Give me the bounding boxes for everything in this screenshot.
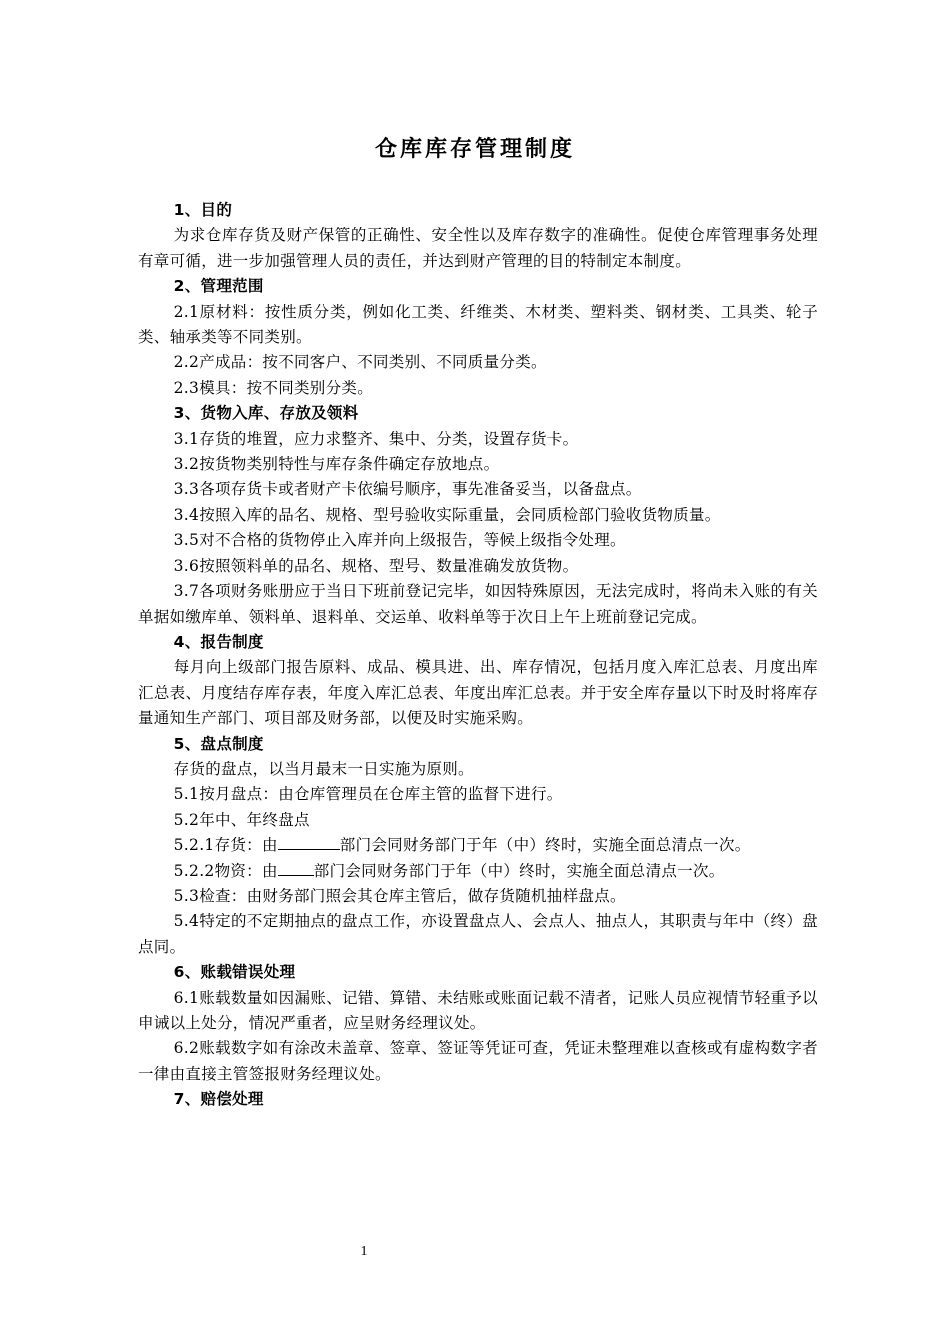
fill-in-blank — [278, 833, 340, 850]
text-run: 5.2.1存货：由 — [173, 836, 278, 855]
section-heading-ledger-errors: 6、账载错误处理 — [173, 963, 296, 982]
paragraph: 3.3各项存货卡或者财产卡依编号顺序，事先准备妥当，以备盘点。 — [173, 480, 642, 499]
section-heading-storage: 3、货物入库、存放及领料 — [173, 404, 359, 423]
paragraph: 3.2按货物类别特性与库存条件确定存放地点。 — [173, 455, 500, 474]
page-title: 仓库库存管理制度 — [374, 137, 575, 162]
section-heading-inventory-count: 5、盘点制度 — [173, 734, 264, 753]
paragraph: 3.4按照入库的品名、规格、型号验收实际重量，会同质检部门验收货物质量。 — [173, 505, 721, 524]
paragraph: 2.3模具：按不同类别分类。 — [173, 378, 373, 397]
paragraph: 3.5对不合格的货物停止入库并向上级报告，等候上级指令处理。 — [173, 531, 626, 550]
paragraph: 每月向上级部门报告原料、成品、模具进、出、库存情况，包括月度入库汇总表、月度出库汇总表、月度结存库存表，年度入库汇总表、年度出库汇总表。并于安全库存量以下时及时将库存量通知生产部门、项目部及财务部，以便及时实施采购。 — [138, 658, 818, 728]
paragraph: 6.2账载数字如有涂改未盖章、签章、签证等凭证可查，凭证未整理难以查核或有虚构数字者一律由直接主管签报财务经理议处。 — [138, 1039, 818, 1083]
paragraph: 3.6按照领料单的品名、规格、型号、数量准确发放货物。 — [173, 556, 579, 575]
document-body — [138, 198, 818, 1113]
text-run: 部门会同财务部门于年（中）终时，实施全面总清点一次。 — [339, 836, 751, 855]
text-run: 部门会同财务部门于年（中）终时，实施全面总清点一次。 — [313, 861, 725, 880]
section-heading-purpose: 1、目的 — [173, 201, 233, 219]
paragraph: 5.3检查：由财务部门照会其仓库主管后，做存货随机抽样盘点。 — [173, 886, 626, 905]
page-number: 1 — [360, 1244, 368, 1259]
paragraph: 6.1账载数量如因漏账、记错、算错、未结账或账面记载不清者，记账人员应视情节轻重予以申诫以上处分，情况严重者，应呈财务经理议处。 — [138, 988, 818, 1032]
paragraph: 存货的盘点，以当月最末一日实施为原则。 — [173, 759, 474, 778]
paragraph: 为求仓库存货及财产保管的正确性、安全性以及库存数字的准确性。促使仓库管理事务处理有章可循，进一步加强管理人员的责任，并达到财产管理的目的特制定本制度。 — [138, 226, 818, 270]
paragraph: 5.1按月盘点：由仓库管理员在仓库主管的监督下进行。 — [173, 785, 563, 804]
fill-in-blank — [278, 859, 314, 876]
section-heading-reporting: 4、报告制度 — [173, 632, 264, 651]
paragraph: 5.2年中、年终盘点 — [173, 810, 310, 829]
paragraph — [138, 859, 818, 884]
section-heading-scope: 2、管理范围 — [173, 277, 264, 296]
paragraph: 3.1存货的堆置，应力求整齐、集中、分类，设置存货卡。 — [173, 429, 579, 448]
text-run: 5.2.2物资：由 — [173, 861, 278, 880]
paragraph: 5.4特定的不定期抽点的盘点工作，亦设置盘点人、会点人、抽点人，其职责与年中（终）盘点同。 — [138, 912, 818, 956]
paragraph — [138, 833, 818, 858]
section-heading-compensation: 7、赔偿处理 — [173, 1090, 264, 1109]
paragraph: 3.7各项财务账册应于当日下班前登记完毕，如因特殊原因，无法完成时，将尚未入账的有关单据如缴库单、领料单、退料单、交运单、收料单等于次日上午上班前登记完成。 — [138, 582, 818, 626]
paragraph: 2.1原材料：按性质分类，例如化工类、纤维类、木材类、塑料类、钢材类、工具类、轮子类、轴承类等不同类别。 — [138, 302, 818, 347]
paragraph: 2.2产成品：按不同客户、不同类别、不同质量分类。 — [173, 353, 547, 372]
